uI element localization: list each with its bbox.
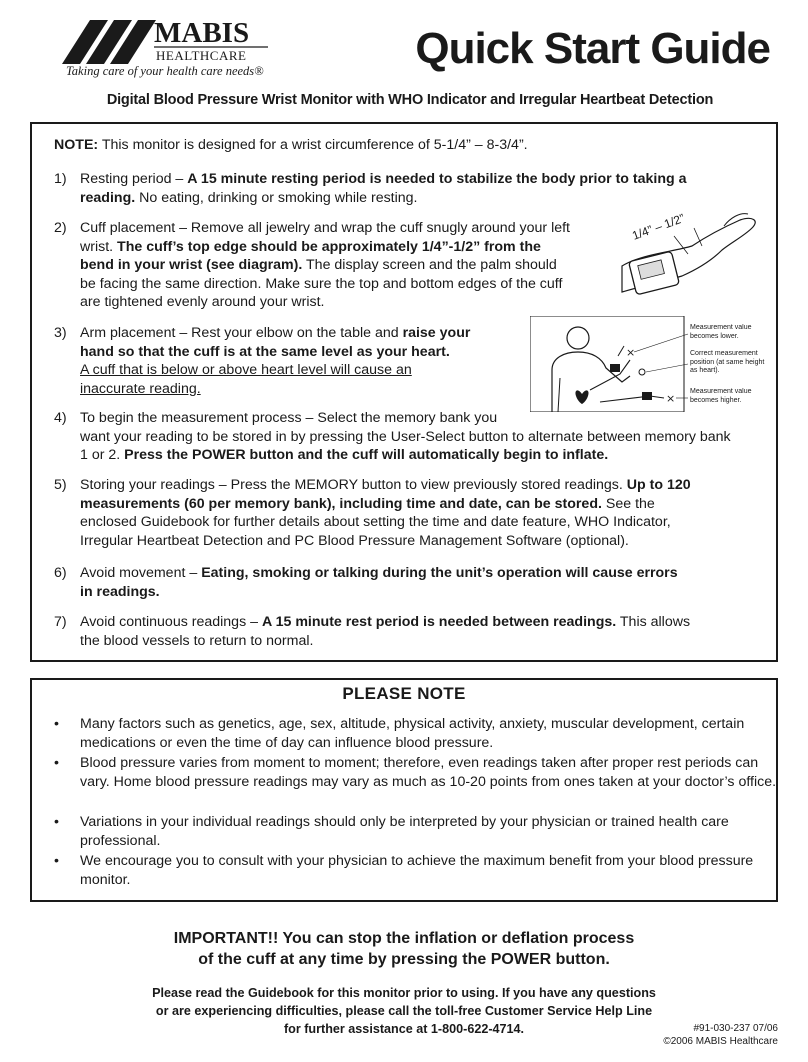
- step-number: 7): [54, 614, 67, 630]
- svg-text:×: ×: [626, 346, 636, 359]
- please-note-title: PLEASE NOTE: [342, 684, 466, 703]
- help-line: for further assistance at 1-800-622-4714.: [283, 1022, 525, 1036]
- bullet-dot: •: [54, 755, 59, 771]
- step-underline: inaccurate reading.: [80, 380, 201, 397]
- step-text: 1 or 2.: [80, 447, 125, 463]
- step-bold: measurements (60 per memory bank), including time and date, can be stored.: [80, 495, 602, 512]
- step-text: See the: [601, 495, 655, 512]
- step-bold: Press the POWER button and the cuff will automatically begin to inflate.: [124, 447, 609, 463]
- logo-sub: HEALTHCARE: [156, 48, 247, 63]
- svg-text:×: ×: [666, 392, 676, 405]
- bullet-text: Many factors such as genetics, age, sex, altitude, physical activity, anxiety, muscular development, certain medications or even the time of day can influence blood pressure.: [80, 716, 745, 751]
- logo-name: MABIS: [154, 17, 250, 49]
- caption-correct: Correct measurement position (at same height as heart).: [690, 350, 765, 374]
- subtitle: Digital Blood Pressure Wrist Monitor with WHO Indicator and Irregular Heartbeat Detection: [106, 92, 714, 108]
- step-text: No eating, drinking or smoking while resting.: [135, 189, 418, 206]
- help-line: or are experiencing difficulties, please call the toll-free Customer Service Help Line: [155, 1004, 653, 1018]
- step-text: Avoid movement –: [80, 565, 202, 581]
- step-text: the blood vessels to return to normal.: [80, 632, 314, 649]
- step-bold: reading.: [80, 189, 136, 206]
- bullet-text: Variations in your individual readings should only be interpreted by your physician or trained health care professional.: [80, 814, 729, 849]
- step-text: want your reading to be stored in by pressing the User-Select button to alternate between memory bank: [80, 428, 731, 445]
- step-underline: A cuff that is below or above heart level will cause an: [80, 362, 412, 378]
- step-bold: bend in your wrist (see diagram).: [80, 257, 303, 273]
- caption-higher: Measurement value becomes higher.: [690, 388, 752, 404]
- step-text: Avoid continuous readings –: [80, 614, 262, 630]
- step-number: 4): [54, 410, 67, 426]
- step-text: enclosed Guidebook for further details about setting the time and date feature, WHO Indicator,: [80, 514, 671, 530]
- bullet-dot: •: [54, 814, 59, 830]
- bullet-text: Blood pressure varies from moment to moment; therefore, even readings taken after proper rest periods can vary. Home blood pressure readings may vary as much as 10-20 points from ones taken at your doctor’s office.: [80, 755, 777, 790]
- step-bold: Eating, smoking or talking during the unit’s operation will cause errors: [201, 565, 678, 581]
- step-text: Storing your readings – Press the MEMORY button to view previously stored readings.: [80, 477, 627, 493]
- wrist-cuff-diagram: [612, 206, 764, 306]
- bullet-text: We encourage you to consult with your physician to achieve the maximum benefit from your blood pressure monitor.: [80, 853, 754, 888]
- step-bold: A 15 minute rest period is needed between readings.: [261, 614, 617, 630]
- step-text: Irregular Heartbeat Detection and PC Blood Pressure Management Software (optional).: [80, 532, 629, 549]
- note-text: This monitor is designed for a wrist circumference of 5-1/4” – 8-3/4”.: [98, 137, 528, 153]
- step-text: are tightened evenly around your wrist.: [80, 294, 325, 310]
- note-label: NOTE:: [54, 137, 99, 153]
- arm-position-diagram: [530, 316, 770, 412]
- step-text: Resting period –: [80, 171, 188, 187]
- bullet-dot: •: [54, 853, 59, 869]
- part-number: #91-030-237 07/06: [693, 1023, 778, 1034]
- step-number: 5): [54, 477, 67, 493]
- help-line: Please read the Guidebook for this monitor prior to using. If you have any questions: [152, 986, 656, 1000]
- step-number: 3): [54, 325, 67, 341]
- step-number: 1): [54, 171, 67, 187]
- step-bold: The cuff’s top edge should be approximately 1/4”-1/2” from the: [117, 238, 541, 255]
- step-text: Cuff placement – Remove all jewelry and wrap the cuff snugly around your left: [80, 220, 570, 236]
- step-number: 2): [54, 220, 67, 236]
- step-bold: Up to 120: [626, 477, 691, 493]
- step-text: To begin the measurement process – Select the memory bank you: [80, 410, 498, 426]
- important-line: IMPORTANT!! You can stop the inflation or deflation process: [173, 930, 635, 947]
- step-bold: hand so that the cuff is at the same level as your heart.: [80, 343, 450, 360]
- caption-lower: Measurement value becomes lower.: [690, 324, 752, 340]
- step-text: The display screen and the palm should: [302, 257, 557, 273]
- step-text: This allows: [616, 614, 691, 630]
- step-bold: A 15 minute resting period is needed to stabilize the body prior to taking a: [187, 171, 687, 187]
- copyright: ©2006 MABIS Healthcare: [663, 1036, 778, 1047]
- important-line: of the cuff at any time by pressing the POWER button.: [198, 951, 610, 968]
- note-line: [54, 136, 528, 155]
- page-title: Quick Start Guide: [415, 24, 770, 73]
- step-number: 6): [54, 565, 67, 581]
- important-notice: [0, 928, 808, 970]
- bullet-dot: •: [54, 716, 59, 732]
- step-text: Arm placement – Rest your elbow on the table and: [80, 325, 403, 341]
- logo-tagline: Taking care of your health care needs®: [66, 64, 264, 78]
- step-text: wrist.: [80, 238, 118, 255]
- wrist-distance-label: 1/4” – 1/2”: [630, 210, 687, 243]
- document-code: [663, 1022, 778, 1048]
- step-bold: in readings.: [80, 583, 160, 600]
- step-text: be facing the same direction. Make sure the top and bottom edges of the cuff: [80, 275, 563, 292]
- step-bold: raise your: [402, 325, 471, 341]
